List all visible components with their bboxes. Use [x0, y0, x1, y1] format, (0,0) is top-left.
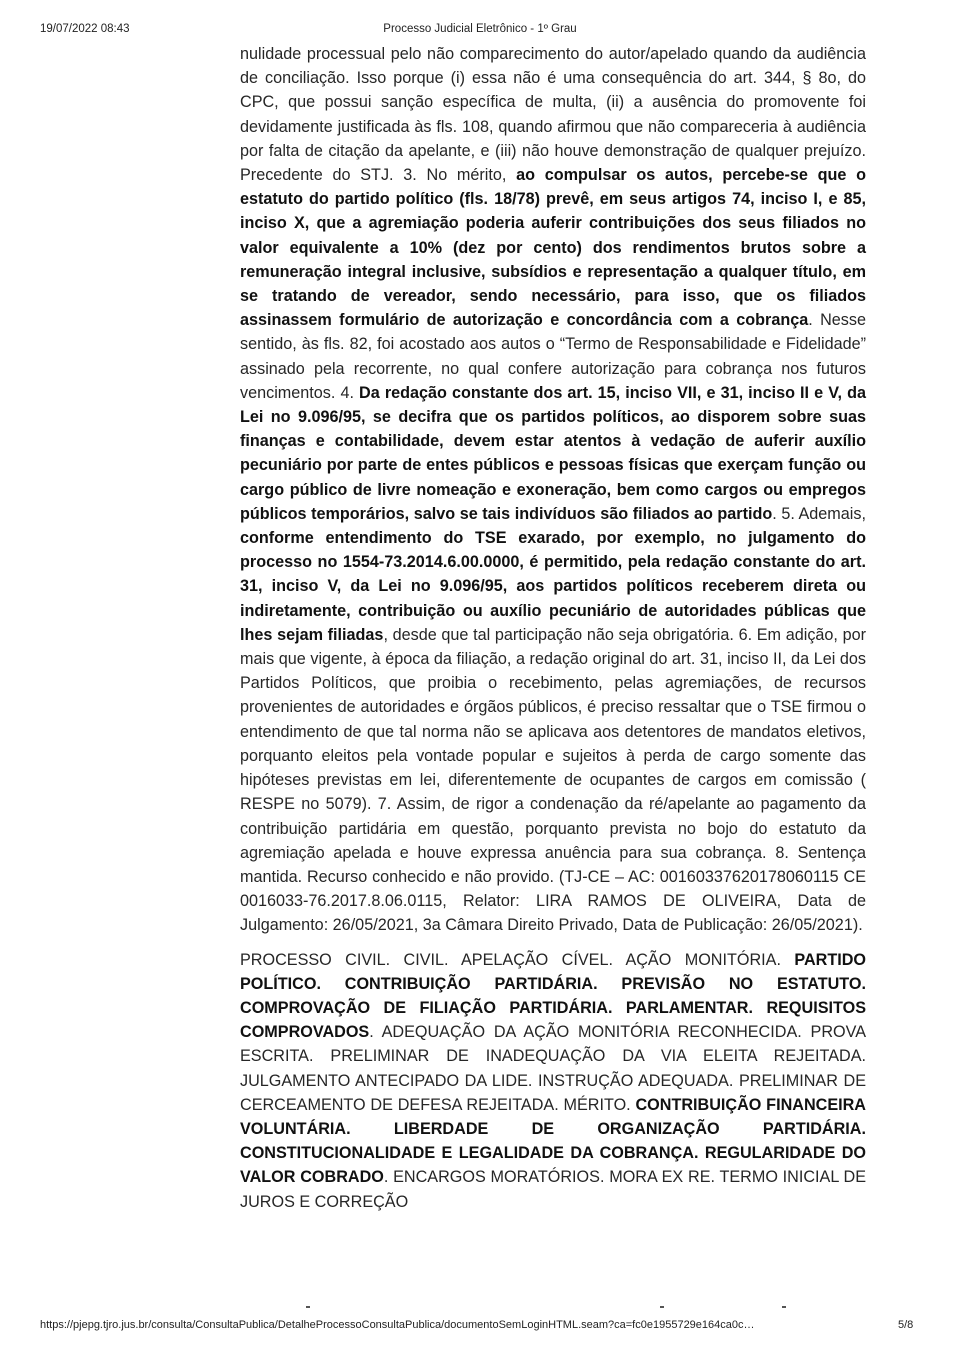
bold-run: CONTRIBUIÇÃO FINANCEIRA VOLUNTÁRIA. LIBERDADE DE ORGANIZAÇÃO PARTIDÁRIA. CONSTITUCIONALIDADE E LEGALIDADE DA COBRANÇA. REGULARIDADE DO VALOR COBRADO — [240, 1095, 866, 1187]
paragraph-ementa-1 — [240, 42, 866, 938]
document-body — [240, 42, 866, 1214]
bold-run: PARTIDO POLÍTICO. CONTRIBUIÇÃO PARTIDÁRIA. PREVISÃO NO ESTATUTO. COMPROVAÇÃO DE FILIAÇÃO PARTIDÁRIA. PARLAMENTAR. REQUISITOS COMPROVADOS — [240, 950, 866, 1042]
footer-url: https://pjepg.tjro.jus.br/consulta/ConsultaPublica/DetalheProcessoConsultaPublica/documentoSemLoginHTML.seam?ca=fc0e1955729e164ca0c… — [40, 1319, 755, 1331]
text-run: . ENCARGOS MORATÓRIOS. MORA EX RE. TERMO INICIAL DE JUROS E CORREÇÃO — [240, 1168, 866, 1211]
scan-mark — [660, 1306, 664, 1308]
scan-mark — [306, 1306, 310, 1308]
text-run: , desde que tal participação não seja obrigatória. 6. Em adição, por mais que vigente, à época da filiação, a redação original do art. 31, inciso II, da Lei dos Partidos Políticos, que proibia o recebimento, pelas agremiações, de recursos provenientes de autoridades e órgãos públicos, é preciso ressaltar que o TSE firmou o entendimento de que tal norma não se aplicava aos detentores de mandatos eletivos, porquanto eleitos pela vontade popular e sujeitos à perda de cargo somente das hipóteses previstas em lei, diferentemente de ocupantes de cargos em comissão ( RESPE no 5079). 7. Assim, de rigor a condenação da ré/apelante ao pagamento da contribuição partidária em questão, porquanto prevista no bojo do estatuto da agremiação apelada e houve expressa anuência para sua cobrança. 8. Sentença mantida. Recurso conhecido e não provido. (TJ-CE – AC: 00160337620178060115 CE 0016033-76.2017.8.06.0115, Relator: LIRA RAMOS DE OLIVEIRA, Data de Julgamento: 26/05/2021, 3a Câmara Direito Privado, Data de Publicação: 26/05/2021). — [240, 625, 866, 935]
page-number: 5/8 — [898, 1319, 914, 1331]
text-run: . Nesse sentido, às fls. 82, foi acostado aos autos o “Termo de Responsabilidade e Fidelidade” assinado pela recorrente, no qual confere autorização para cobrança nos futuros vencimentos. 4. — [240, 311, 866, 402]
bold-run: Da redação constante dos art. 15, inciso VII, e 31, inciso II e V, da Lei no 9.096/95, se decifra que os partidos políticos, ao disporem sobre suas finanças e contabilidade, devem estar atentos à vedação de auferir auxílio pecuniário por parte de entes públicos e pessoas físicas que exerçam função ou cargo público de livre nomeação e exoneração, bem como cargos ou empregos públicos temporários, salvo se tais indivíduos são filiados ao partido — [240, 383, 866, 523]
text-run: PROCESSO CIVIL. CIVIL. APELAÇÃO CÍVEL. AÇÃO MONITÓRIA. — [240, 950, 795, 969]
print-datetime: 19/07/2022 08:43 — [40, 23, 130, 35]
text-run: . 5. Ademais, — [772, 504, 866, 523]
text-run: . ADEQUAÇÃO DA AÇÃO MONITÓRIA RECONHECIDA. PROVA ESCRITA. PRELIMINAR DE INADEQUAÇÃO DA VIA ELEITA REJEITADA. JULGAMENTO ANTECIPADO DA LIDE. INSTRUÇÃO ADEQUADA. PRELIMINAR DE CERCEAMENTO DE DEFESA REJEITADA. MÉRITO. — [240, 1023, 866, 1114]
bold-run: ao compulsar os autos, percebe-se que o estatuto do partido político (fls. 18/78) prevê, em seus artigos 74, inciso I, e 85, inciso X, que a agremiação poderia auferir contribuições dos seus filiados no valor equivalente a 10% (dez por cento) dos rendimentos brutos sobre a remuneração integral inclusive, subsídios e representação a qualquer título, em se tratando de vereador, sendo necessário, para isso, que os filiados assinassem formulário de autorização e concordância com a cobrança — [240, 166, 866, 330]
page-header-title: Processo Judicial Eletrônico - 1º Grau — [383, 23, 577, 35]
scan-mark — [782, 1306, 786, 1308]
paragraph-ementa-2 — [240, 948, 866, 1214]
text-run: nulidade processual pelo não comparecimento do autor/apelado quando da audiência de conciliação. Isso porque (i) essa não é uma consequência do art. 344, § 8o, do CPC, que possui sanção específica de multa, (ii) a ausência do promovente foi devidamente justificada às fls. 108, quando afirmou que não compareceria à audiência por falta de citação da apelante, e (iii) não houve demonstração de qualquer prejuízo. Precedente do STJ. 3. No mérito, — [240, 45, 866, 185]
bold-run: conforme entendimento do TSE exarado, por exemplo, no julgamento do processo no 1554-73.2014.6.00.0000, é permitido, pela redação constante do art. 31, inciso V, da Lei no 9.096/95, aos partidos políticos receberem direta ou indiretamente, contribuição ou auxílio pecuniário de autoridades públicas que lhes sejam filiadas — [240, 529, 866, 644]
